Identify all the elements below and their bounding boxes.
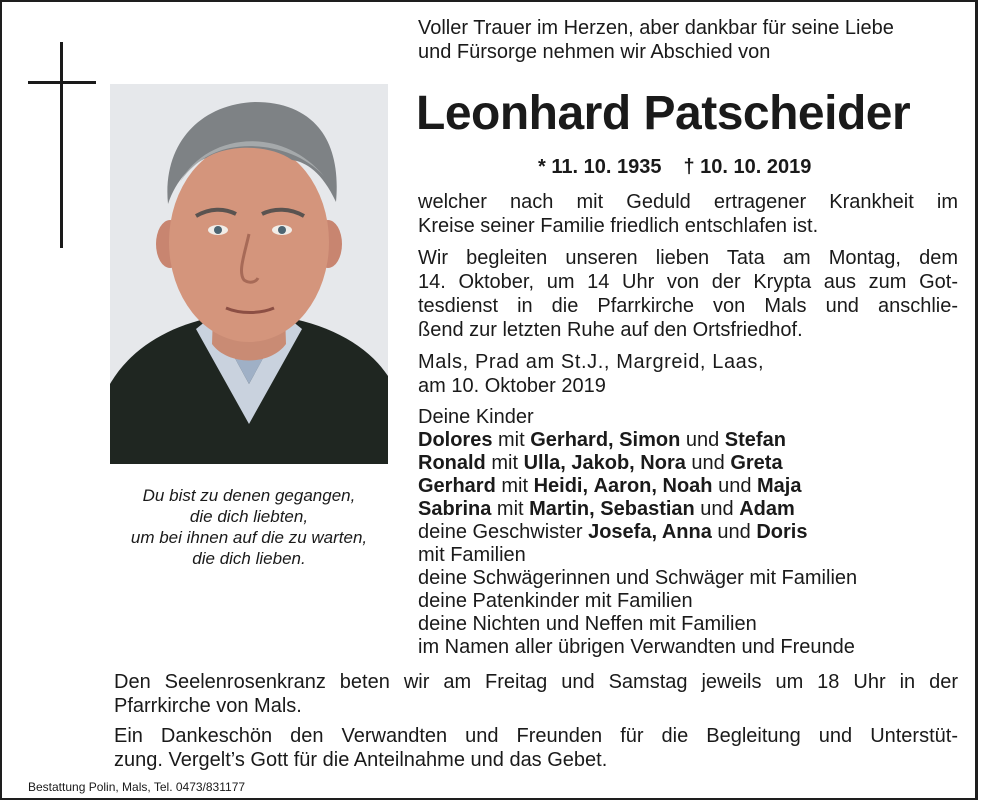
death-date: † 10. 10. 2019 bbox=[683, 156, 812, 178]
joiner: und bbox=[694, 498, 740, 520]
grandchild-name: Jakob, Nora bbox=[571, 452, 686, 474]
joiner: mit bbox=[491, 498, 530, 520]
life-dates bbox=[538, 154, 833, 180]
poem-line: um bei ihnen auf die zu warten, bbox=[130, 528, 368, 547]
birth-date: * 11. 10. 1935 bbox=[538, 156, 662, 178]
joiner: mit bbox=[485, 452, 524, 474]
family-line: im Namen aller übrigen Verwandten und Freunde bbox=[418, 636, 855, 658]
place-line: Mals, Prad am St.J., Margreid, Laas, bbox=[418, 351, 765, 373]
cross-icon-bar bbox=[28, 81, 96, 84]
rosary-line: Den Seelenrosenkranz beten wir am Freitag und Samstag jeweils um 18 Uhr in der bbox=[114, 671, 958, 693]
cross-icon bbox=[60, 42, 63, 248]
poem-line: Du bist zu denen gegangen, bbox=[142, 486, 356, 505]
grandchild-name: Stefan bbox=[724, 429, 786, 451]
child-line bbox=[418, 452, 857, 475]
deceased-name: Leonhard Patscheider bbox=[416, 87, 911, 140]
child-line bbox=[418, 475, 857, 498]
intro-text bbox=[418, 16, 894, 64]
place-date bbox=[418, 350, 862, 398]
sibling-name: Doris bbox=[756, 521, 808, 543]
funeral-paragraph bbox=[418, 246, 958, 342]
child-line bbox=[418, 429, 857, 452]
partner-name: Ulla, bbox=[523, 452, 566, 474]
undertaker-credit: Bestattung Polin, Mals, Tel. 0473/831177 bbox=[28, 780, 246, 794]
thanks-paragraph bbox=[114, 724, 958, 772]
family-line: mit Familien bbox=[418, 544, 526, 566]
siblings-label: deine Geschwister bbox=[418, 521, 589, 543]
rosary-line: Pfarrkirche von Mals. bbox=[114, 695, 302, 717]
partner-name: Martin, bbox=[529, 498, 595, 520]
portrait-illustration bbox=[110, 84, 388, 464]
child-name: Gerhard bbox=[418, 475, 496, 497]
grandchild-name: Greta bbox=[730, 452, 783, 474]
grandchild-name: Aaron, Noah bbox=[593, 475, 713, 497]
thanks-line: Ein Dankeschön den Verwandten und Freunden für die Begleitung und Unterstüt- bbox=[114, 725, 958, 747]
joiner: und bbox=[685, 452, 731, 474]
family-heading: Deine Kinder bbox=[418, 406, 534, 428]
thanks-line: zung. Vergelt’s Gott für die Anteilnahme und das Gebet. bbox=[114, 749, 608, 771]
child-name: Ronald bbox=[418, 452, 486, 474]
paragraph-line: 14. Oktober, um 14 Uhr von der Krypta aus zum Got- bbox=[418, 271, 958, 293]
partner-name: Heidi, bbox=[533, 475, 589, 497]
intro-line: Voller Trauer im Herzen, aber dankbar für seine Liebe bbox=[418, 17, 894, 39]
grandchild-name: Maja bbox=[757, 475, 802, 497]
child-name: Sabrina bbox=[418, 498, 492, 520]
child-name: Dolores bbox=[418, 429, 493, 451]
joiner: und bbox=[711, 521, 757, 543]
child-line bbox=[418, 498, 857, 521]
sibling-names: Josefa, Anna bbox=[588, 521, 712, 543]
joiner: mit bbox=[492, 429, 531, 451]
grandchild-name: Adam bbox=[739, 498, 795, 520]
rosary-paragraph bbox=[114, 670, 958, 718]
poem-line: die dich lieben. bbox=[192, 549, 306, 568]
family-line: deine Nichten und Neffen mit Familien bbox=[418, 613, 757, 635]
joiner: mit bbox=[495, 475, 534, 497]
siblings-line bbox=[418, 521, 857, 544]
date-line: am 10. Oktober 2019 bbox=[418, 375, 606, 397]
intro-line: und Fürsorge nehmen wir Abschied von bbox=[418, 41, 771, 63]
partner-name: Gerhard, bbox=[530, 429, 614, 451]
paragraph-line: welcher nach mit Geduld ertragener Krankheit im bbox=[418, 191, 958, 213]
family-line: deine Patenkinder mit Familien bbox=[418, 590, 693, 612]
grandchild-name: Sebastian bbox=[600, 498, 695, 520]
joiner: und bbox=[712, 475, 757, 497]
paragraph-line: tesdienst in die Pfarrkirche von Mals und anschlie- bbox=[418, 295, 958, 317]
grandchild-name: Simon bbox=[619, 429, 681, 451]
portrait-photo bbox=[110, 84, 388, 464]
family-line: deine Schwägerinnen und Schwäger mit Familien bbox=[418, 567, 858, 589]
poem bbox=[110, 485, 388, 569]
family-list bbox=[418, 406, 857, 659]
paragraph-line: Wir begleiten unseren lieben Tata am Montag, dem bbox=[418, 247, 958, 269]
paragraph-line: Kreise seiner Familie friedlich entschlafen ist. bbox=[418, 215, 819, 237]
joiner: und bbox=[680, 429, 725, 451]
passing-paragraph bbox=[418, 190, 958, 238]
paragraph-line: ßend zur letzten Ruhe auf den Ortsfriedhof. bbox=[418, 319, 803, 341]
poem-line: die dich liebten, bbox=[189, 507, 309, 526]
